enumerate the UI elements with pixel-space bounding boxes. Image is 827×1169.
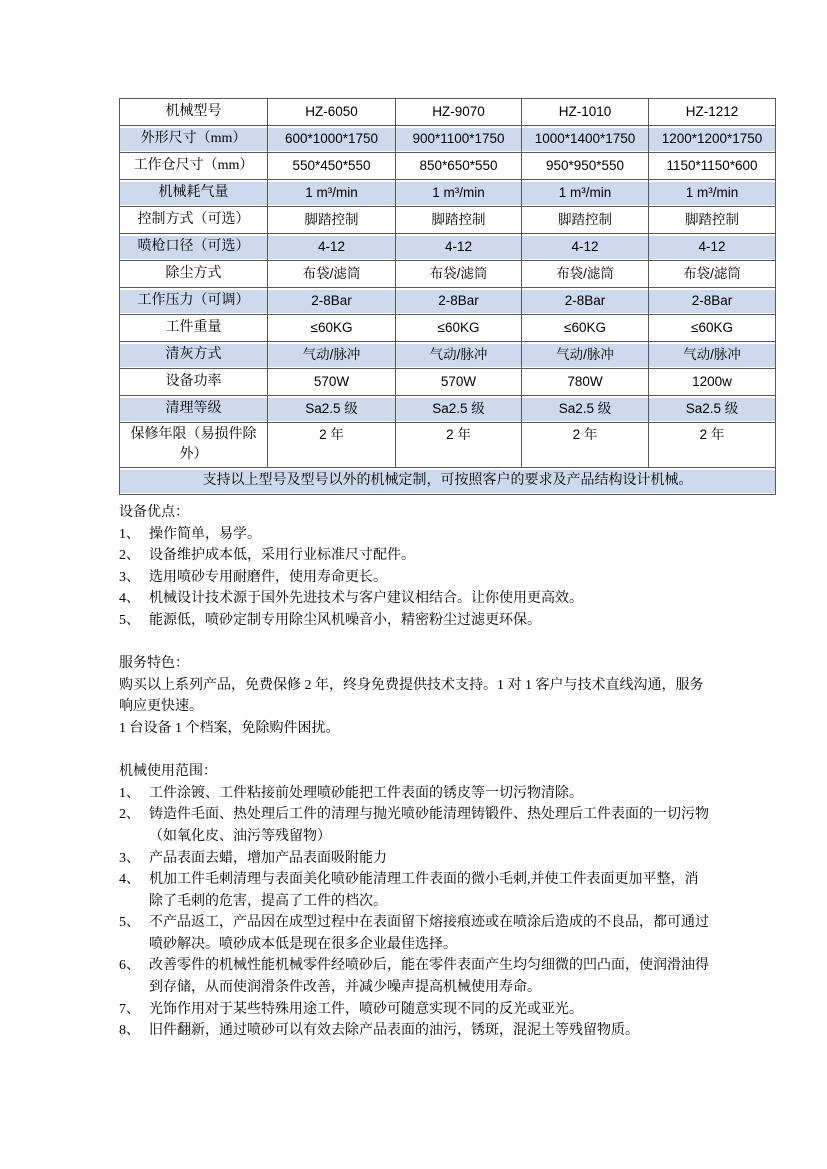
list-item-text: 光饰作用对于某些特殊用途工件，喷砂可随意实现不同的反光或亚光。 [149,1001,583,1017]
list-item [119,912,710,955]
spec-table [119,98,776,495]
spec-value-cell: Sa2.5 级 [522,396,649,423]
spec-value-cell: Sa2.5 级 [649,396,776,423]
spec-row [120,288,776,315]
section [119,502,710,632]
spec-header-label: 机械型号 [120,99,268,126]
spec-row-label: 清灰方式 [120,342,268,369]
spec-value-cell: 脚踏控制 [268,207,396,234]
document-body [119,98,775,1042]
list-item-number: 4、 [119,872,140,888]
spec-value-cell: 950*950*550 [522,153,649,180]
list-item-text: 操作简单，易学。 [149,526,261,542]
list-item-text: 工件涂镀、工件粘接前处理喷砂能把工件表面的锈皮等一切污物清除。 [149,785,583,801]
spec-value-cell: 布袋/滤筒 [268,261,396,288]
spec-value-cell: 4-12 [522,234,649,261]
spec-value-cell: 2-8Bar [649,288,776,315]
spec-row-label: 工作仓尺寸（mm） [120,153,268,180]
list-item-number: 5、 [119,612,140,628]
spec-value-cell: ≤60KG [268,315,396,342]
list-item [119,588,710,610]
spec-value-cell: 气动/脉冲 [396,342,522,369]
spec-value-cell: 1 m³/min [522,180,649,207]
list-item-text: 产品表面去蜡，增加产品表面吸附能力 [149,850,387,866]
list-item-number: 8、 [119,1023,140,1039]
spec-value-cell: 脚踏控制 [396,207,522,234]
list-item-text: 旧件翻新，通过喷砂可以有效去除产品表面的油污，锈斑，混泥土等残留物质。 [149,1023,639,1039]
spec-row-label: 设备功率 [120,369,268,396]
list-item [119,783,710,805]
list-item-number: 7、 [119,1001,140,1017]
list-item [119,804,710,847]
spec-value-cell: 气动/脉冲 [268,342,396,369]
spec-value-cell: 气动/脉冲 [522,342,649,369]
list-item-text: 改善零件的机械性能机械零件经喷砂后，能在零件表面产生均匀细微的凹凸面，使润滑油得到存储，从而使润滑条件改善，并减少噪声提高机械使用寿命。 [149,958,709,996]
spec-value-cell: 4-12 [268,234,396,261]
spec-row [120,234,776,261]
list-item-text: 机械设计技术源于国外先进技术与客户建议相结合。让你使用更高效。 [149,591,583,607]
list-item-number: 6、 [119,958,140,974]
spec-value-cell: 2 年 [268,423,396,468]
spec-value-cell: 1 m³/min [268,180,396,207]
spec-row-label: 机械耗气量 [120,180,268,207]
spec-row [120,261,776,288]
list-item [119,999,710,1021]
list-item-number: 2、 [119,807,140,823]
list-item-text: 设备维护成本低，采用行业标准尺寸配件。 [149,548,415,564]
spec-value-cell: 570W [396,369,522,396]
list-item [119,1020,710,1042]
spec-row-label: 外形尺寸（mm） [120,126,268,153]
spec-value-cell: 布袋/滤筒 [396,261,522,288]
spec-row [120,396,776,423]
spec-value-cell: 布袋/滤筒 [649,261,776,288]
list-item-number: 5、 [119,915,140,931]
spec-row [120,207,776,234]
spec-value-cell: 900*1100*1750 [396,126,522,153]
model-name-cell: HZ-6050 [268,99,396,126]
list-item-number: 2、 [119,548,140,564]
spec-row-label: 喷枪口径（可选） [120,234,268,261]
spec-value-cell: 600*1000*1750 [268,126,396,153]
list-item-number: 3、 [119,569,140,585]
list-item [119,524,710,546]
list-item [119,848,710,870]
list-item-text: 铸造件毛面、热处理后工件的清理与抛光喷砂能清理铸锻件、热处理后工件表面的一切污物（如氧化皮、油污等残留物） [149,807,709,844]
spec-value-cell: 550*450*550 [268,153,396,180]
spec-value-cell: 2 年 [649,423,776,468]
spec-row [120,153,776,180]
spec-row [120,342,776,369]
spec-value-cell: Sa2.5 级 [396,396,522,423]
table-footer-row [120,468,776,495]
paragraph: 1 台设备 1 个档案，免除购件困扰。 [119,720,340,736]
list-item-text: 选用喷砂专用耐磨件，使用寿命更长。 [149,569,387,585]
spec-value-cell: 气动/脉冲 [649,342,776,369]
spec-value-cell: 4-12 [396,234,522,261]
section [119,761,710,1042]
spec-row [120,423,776,468]
spec-value-cell: 780W [522,369,649,396]
spec-value-cell: 2-8Bar [522,288,649,315]
spec-row [120,126,776,153]
spec-row [120,369,776,396]
section [119,653,710,739]
section-heading: 机械使用范围： [119,764,217,780]
spec-value-cell: 4-12 [649,234,776,261]
model-name-cell: HZ-1212 [649,99,776,126]
spec-row-label: 控制方式（可选） [120,207,268,234]
spec-row [120,180,776,207]
list-item [119,567,710,589]
spec-value-cell: 2-8Bar [396,288,522,315]
spec-value-cell: ≤60KG [396,315,522,342]
spec-row-label: 保修年限（易损件除外） [120,423,268,468]
spec-value-cell: 850*650*550 [396,153,522,180]
model-name-cell: HZ-9070 [396,99,522,126]
spec-row-label: 工件重量 [120,315,268,342]
spec-value-cell: 布袋/滤筒 [522,261,649,288]
spec-value-cell: 1000*1400*1750 [522,126,649,153]
list-item-number: 1、 [119,526,140,542]
spec-value-cell: 脚踏控制 [522,207,649,234]
list-item [119,955,710,998]
list-item-number: 4、 [119,591,140,607]
table-footer-note: 支持以上型号及型号以外的机械定制，可按照客户的要求及产品结构设计机械。 [120,468,776,495]
model-name-cell: HZ-1010 [522,99,649,126]
spec-value-cell: 脚踏控制 [649,207,776,234]
spec-value-cell: 1150*1150*600 [649,153,776,180]
spec-value-cell: 1200*1200*1750 [649,126,776,153]
list-item-text: 能源低，喷砂定制专用除尘风机噪音小，精密粉尘过滤更环保。 [149,612,541,628]
spec-row [120,315,776,342]
section-heading: 服务特色： [119,656,189,672]
list-item-number: 3、 [119,850,140,866]
spec-value-cell: 2-8Bar [268,288,396,315]
spec-value-cell: Sa2.5 级 [268,396,396,423]
spec-value-cell: ≤60KG [649,315,776,342]
spec-value-cell: 1 m³/min [396,180,522,207]
list-item-number: 1、 [119,785,140,801]
spec-value-cell: 2 年 [396,423,522,468]
spec-row-label: 清理等级 [120,396,268,423]
spec-row-label: 工作压力（可调） [120,288,268,315]
spec-value-cell: 1200w [649,369,776,396]
list-item-text: 不产品返工，产品因在成型过程中在表面留下熔接痕迹或在喷涂后造成的不良品，都可通过喷砂解决。喷砂成本低是现在很多企业最佳选择。 [149,915,709,952]
list-item [119,610,710,632]
sections [119,502,710,1042]
section-heading: 设备优点： [119,505,189,520]
spec-value-cell: 570W [268,369,396,396]
list-item [119,869,710,912]
spec-row-label: 除尘方式 [120,261,268,288]
spec-value-cell: ≤60KG [522,315,649,342]
list-item-text: 机加工件毛刺清理与表面美化喷砂能清理工件表面的微小毛刺,并使工件表面更加平整，消除了毛刺的危害，提高了工件的档次。 [149,872,699,909]
list-item [119,545,710,567]
spec-value-cell: 2 年 [522,423,649,468]
spec-row [120,99,776,126]
spec-value-cell: 1 m³/min [649,180,776,207]
paragraph: 购买以上系列产品，免费保修 2 年，终身免费提供技术支持。1 对 1 客户与技术直线沟通，服务响应更快速。 [119,677,704,715]
